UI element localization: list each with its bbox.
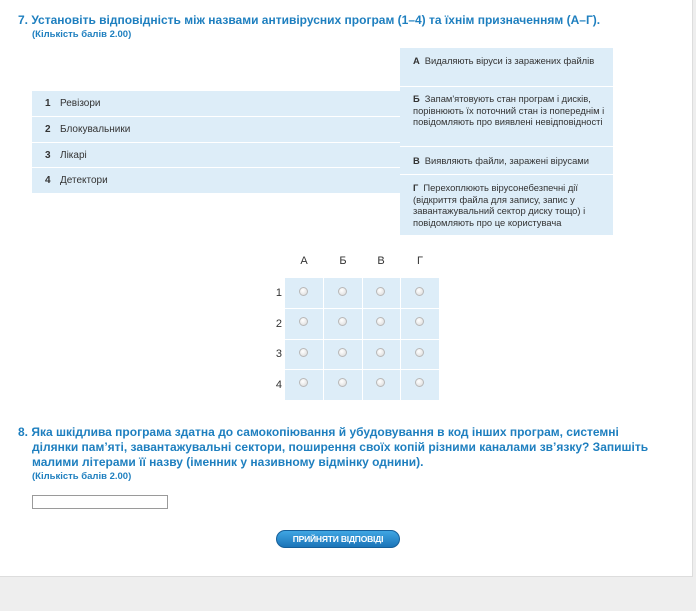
grid-row-label: 3: [275, 348, 282, 360]
left-item-text: Ревізори: [60, 98, 101, 109]
left-item-number: 4: [45, 175, 51, 186]
grid-column-header: Б: [339, 255, 347, 267]
left-item-text: Лікарі: [60, 150, 87, 161]
grid-column-header: Г: [417, 255, 423, 267]
grid-column-header: В: [377, 255, 385, 267]
radio-1-g[interactable]: [415, 287, 424, 296]
radio-2-a[interactable]: [299, 317, 308, 326]
right-item-letter: В: [413, 155, 420, 166]
right-item-v: [400, 146, 613, 175]
left-item-1: [32, 91, 404, 116]
radio-2-g[interactable]: [415, 317, 424, 326]
radio-1-a[interactable]: [299, 287, 308, 296]
match-left-list: [32, 91, 404, 193]
grid-row-label: 2: [275, 318, 282, 330]
radio-3-g[interactable]: [415, 348, 424, 357]
right-item-text: Видаляють віруси із заражених файлів: [424, 55, 595, 66]
right-item-g: [400, 174, 613, 236]
left-item-text: Блокувальники: [60, 124, 131, 135]
question-7-points: (Кількість балів 2.00): [32, 29, 132, 40]
grid-row-label: 4: [275, 379, 282, 391]
left-item-number: 2: [45, 124, 51, 135]
grid-column-header: А: [300, 255, 308, 267]
left-item-number: 3: [45, 150, 51, 161]
grid-divider: [285, 369, 439, 370]
radio-1-b[interactable]: [338, 287, 347, 296]
radio-4-b[interactable]: [338, 378, 347, 387]
right-item-text: Запам'ятовують стан програм і дисків, порівнюють їх поточний стан із попереднім і повідомляють про виявлені невідповідності: [413, 93, 605, 127]
question-8-title-line-1: 8. Яка шкідлива програма здатна до самокопіювання й убудовування в код інших програм, системні: [18, 425, 619, 439]
radio-3-b[interactable]: [338, 348, 347, 357]
answer-input[interactable]: [32, 495, 168, 509]
left-item-text: Детектори: [60, 175, 108, 186]
radio-4-a[interactable]: [299, 378, 308, 387]
left-item-2: [32, 116, 404, 142]
question-8-points: (Кількість балів 2.00): [32, 471, 132, 482]
right-item-letter: Г: [413, 182, 419, 193]
radio-2-v[interactable]: [376, 317, 385, 326]
question-8-title-line-3: малими літерами її назву (іменник у називному відмінку однини).: [32, 455, 424, 469]
grid-divider: [285, 308, 439, 309]
left-item-3: [32, 142, 404, 168]
radio-3-v[interactable]: [376, 348, 385, 357]
right-item-text: Перехоплюють вірусонебезпечні дії (відкриття файла для запису, запис у завантажувальний сектор диску тощо) і повідомляють про це користувача: [413, 182, 586, 228]
right-item-a: [400, 48, 613, 86]
submit-answers-button[interactable]: ПРИЙНЯТИ ВІДПОВІДІ: [276, 530, 400, 548]
right-item-letter: Б: [413, 93, 420, 104]
grid-row-label: 1: [275, 287, 282, 299]
right-item-letter: А: [413, 55, 420, 66]
grid-divider: [285, 339, 439, 340]
question-8-title-line-2: ділянки пам’яті, завантажувальні сектори, поширення своїх копій різними каналами зв’язку? Запишіть: [32, 440, 649, 454]
radio-3-a[interactable]: [299, 348, 308, 357]
radio-2-b[interactable]: [338, 317, 347, 326]
left-item-4: [32, 167, 404, 193]
left-item-number: 1: [45, 98, 51, 109]
radio-4-g[interactable]: [415, 378, 424, 387]
question-7-title: 7. Установіть відповідність між назвами антивірусних програм (1–4) та їхнім призначенням (А–Г).: [18, 13, 601, 27]
right-item-b: [400, 86, 613, 147]
right-item-text: Виявляють файли, заражені вірусами: [424, 155, 589, 166]
radio-1-v[interactable]: [376, 287, 385, 296]
match-right-list: [400, 48, 613, 235]
radio-4-v[interactable]: [376, 378, 385, 387]
